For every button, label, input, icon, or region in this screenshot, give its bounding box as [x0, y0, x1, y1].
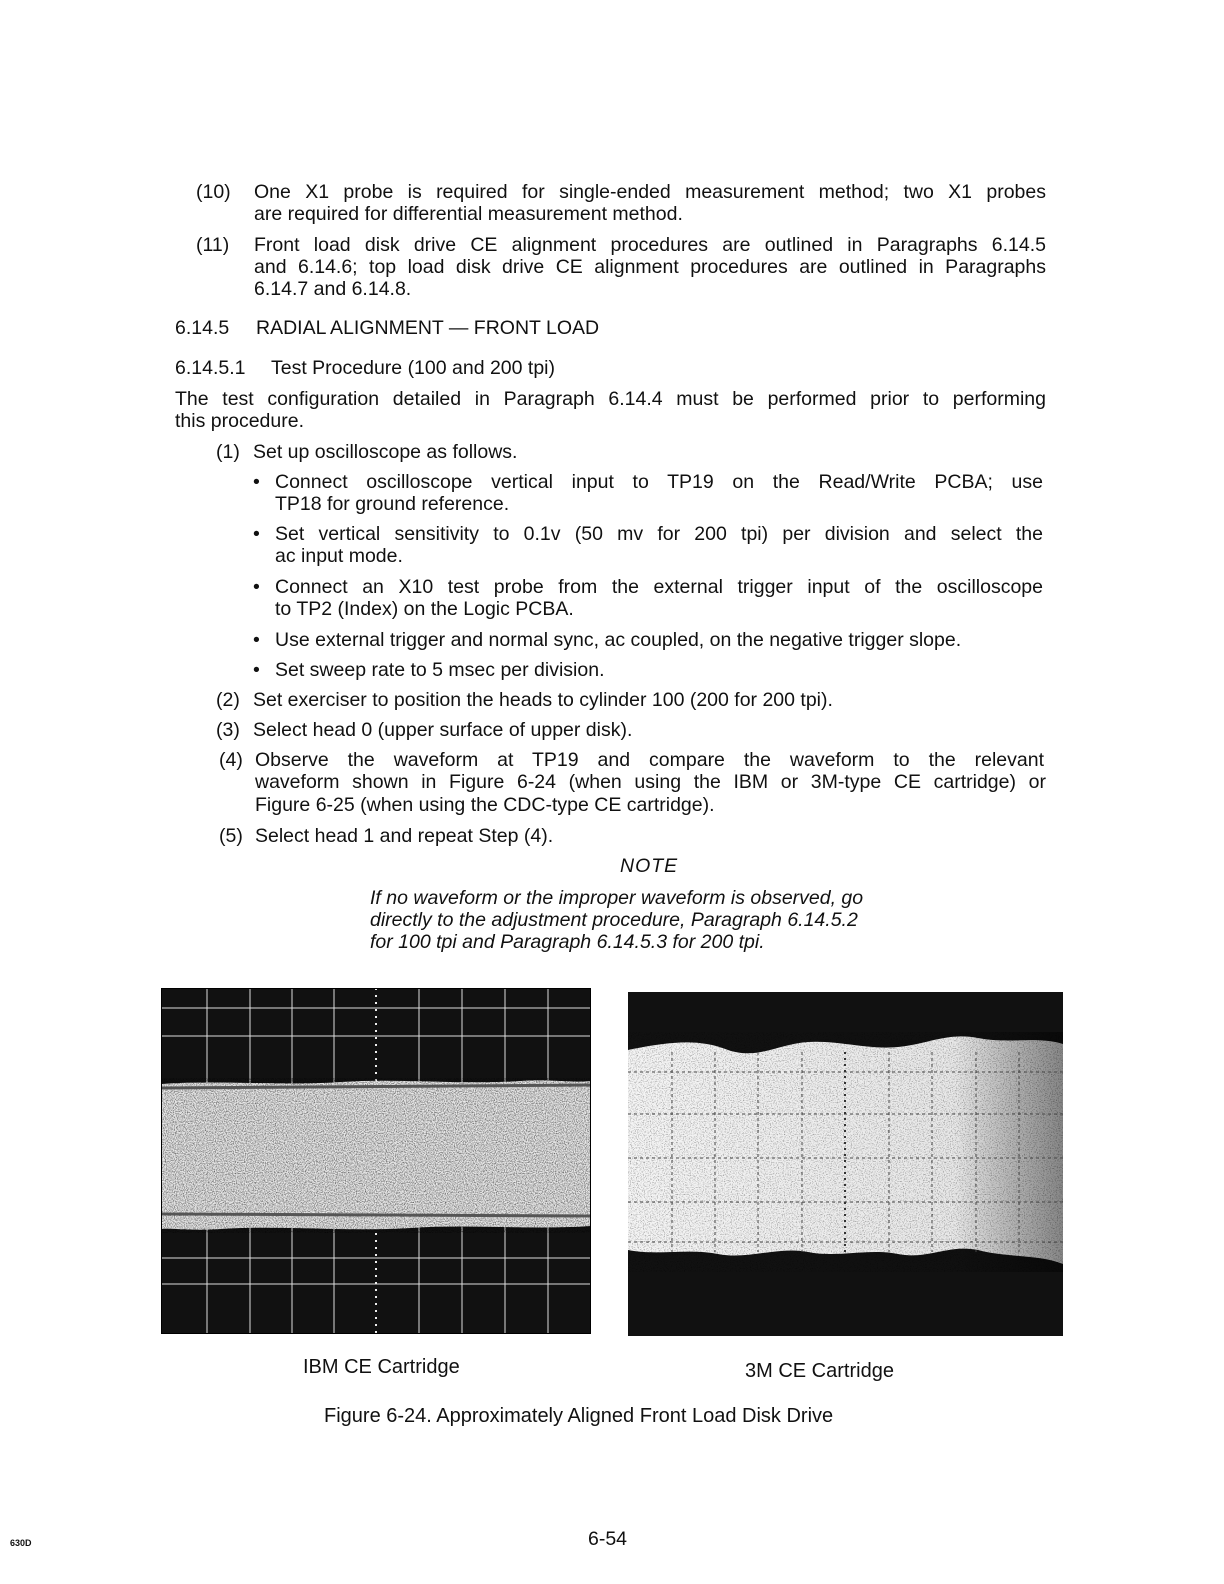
- figure-label-left: IBM CE Cartridge: [303, 1356, 460, 1378]
- step-number: (2): [216, 689, 240, 711]
- figure-label-right: 3M CE Cartridge: [745, 1360, 894, 1382]
- step-text: Select head 1 and repeat Step (4).: [255, 825, 554, 847]
- list-item-text: are required for differential measurement method.: [254, 203, 683, 225]
- bullet-icon: •: [253, 523, 260, 545]
- bullet-text: ac input mode.: [275, 545, 403, 567]
- figure-caption: Figure 6-24. Approximately Aligned Front Load Disk Drive: [324, 1405, 834, 1427]
- oscilloscope-photo-3m: [628, 992, 1063, 1336]
- section-number: 6.14.5: [175, 317, 230, 339]
- subsection-title: Test Procedure (100 and 200 tpi): [271, 357, 556, 379]
- section-title: RADIAL ALIGNMENT — FRONT LOAD: [256, 317, 600, 339]
- bullet-text: Use external trigger and normal sync, ac coupled, on the negative trigger slope.: [275, 629, 962, 651]
- bullet-icon: •: [253, 576, 260, 598]
- list-item-text: Front load disk drive CE alignment procedures are outlined in Paragraphs 6.14.5: [254, 234, 1046, 256]
- note-text: If no waveform or the improper waveform is observed, go: [370, 887, 864, 909]
- step-text: Select head 0 (upper surface of upper disk).: [253, 719, 633, 741]
- bullet-text: Set sweep rate to 5 msec per division.: [275, 659, 605, 681]
- note-text: directly to the adjustment procedure, Paragraph 6.14.5.2: [370, 909, 858, 931]
- list-item-text: One X1 probe is required for single-ended measurement method; two X1 probes: [254, 181, 1046, 203]
- step-text: Observe the waveform at TP19 and compare the waveform to the relevant: [255, 749, 1044, 771]
- step-text: Set up oscilloscope as follows.: [253, 441, 518, 463]
- list-item-text: 6.14.7 and 6.14.8.: [254, 278, 412, 300]
- subsection-number: 6.14.5.1: [175, 357, 246, 379]
- bullet-text: Connect an X10 test probe from the external trigger input of the oscilloscope: [275, 576, 1043, 598]
- list-number: (11): [196, 234, 230, 256]
- note-text: for 100 tpi and Paragraph 6.14.5.3 for 200 tpi.: [370, 931, 765, 953]
- intro-paragraph: this procedure.: [175, 410, 304, 432]
- step-text: Figure 6-25 (when using the CDC-type CE cartridge).: [255, 794, 715, 816]
- bullet-icon: •: [253, 471, 260, 493]
- document-code: 630D: [10, 1538, 32, 1548]
- bullet-text: to TP2 (Index) on the Logic PCBA.: [275, 598, 574, 620]
- bullet-text: Set vertical sensitivity to 0.1v (50 mv for 200 tpi) per division and select the: [275, 523, 1043, 545]
- bullet-icon: •: [253, 659, 260, 681]
- step-number: (3): [216, 719, 240, 741]
- oscilloscope-photo-ibm: [161, 988, 591, 1334]
- step-number: (1): [216, 441, 240, 463]
- bullet-text: TP18 for ground reference.: [275, 493, 510, 515]
- intro-paragraph: The test configuration detailed in Paragraph 6.14.4 must be performed prior to performing: [175, 388, 1046, 410]
- step-text: Set exerciser to position the heads to cylinder 100 (200 for 200 tpi).: [253, 689, 833, 711]
- step-number: (5): [219, 825, 243, 847]
- bullet-icon: •: [253, 629, 260, 651]
- note-title: NOTE: [620, 855, 679, 877]
- page-number: 6-54: [588, 1528, 628, 1550]
- step-number: (4): [219, 749, 243, 771]
- list-item-text: and 6.14.6; top load disk drive CE alignment procedures are outlined in Paragraphs: [254, 256, 1046, 278]
- bullet-text: Connect oscilloscope vertical input to TP19 on the Read/Write PCBA; use: [275, 471, 1043, 493]
- step-text: waveform shown in Figure 6-24 (when using the IBM or 3M-type CE cartridge) or: [255, 771, 1046, 793]
- list-number: (10): [196, 181, 231, 203]
